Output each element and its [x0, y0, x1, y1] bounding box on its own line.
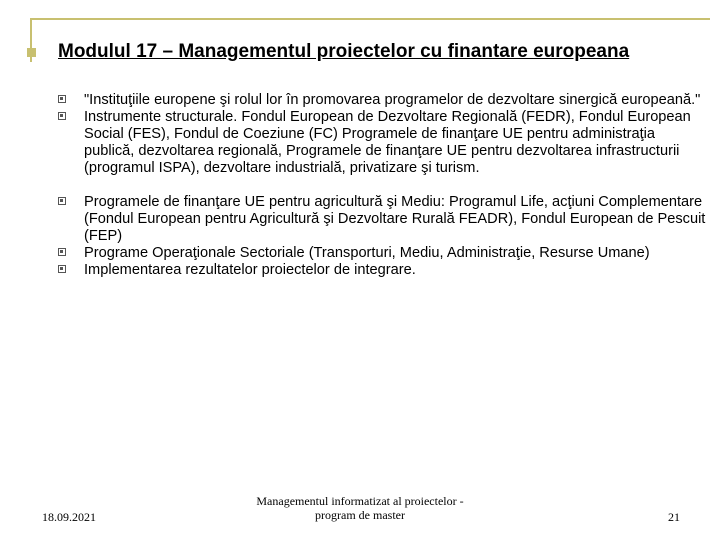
checkbox-bullet-icon	[58, 265, 66, 273]
list-item-text: "Instituţiile europene şi rolul lor în promovarea programelor de dezvoltare sinergică europeană."	[84, 92, 701, 108]
list-spacer	[58, 177, 708, 194]
page-number: 21	[668, 510, 680, 524]
checkbox-bullet-icon	[58, 112, 66, 120]
list-item	[58, 92, 708, 109]
frame-top-line	[30, 18, 710, 20]
slide-title: Modulul 17 – Managementul proiectelor cu finantare europeana	[58, 41, 630, 62]
footer-center-line-2: program de master	[315, 508, 405, 522]
footer-date: 18.09.2021	[42, 510, 96, 524]
list-item-text: Programe Operaţionale Sectoriale (Transporturi, Mediu, Administraţie, Resurse Umane)	[84, 245, 650, 261]
bullet-list	[58, 92, 708, 279]
checkbox-bullet-icon	[58, 197, 66, 205]
list-item	[58, 194, 708, 245]
list-item-text: Instrumente structurale. Fondul European de Dezvoltare Regională (FEDR), Fondul European Social (FES), Fondul de Coeziune (FC) Programele de finanţare UE pentru administraţia publică, dezvoltarea regională, Programele de finanţare UE pentru dezvoltarea infrastructurii (programul ISPA), dezvoltare industrială, privatizare şi turism.	[84, 109, 691, 176]
list-item	[58, 262, 708, 279]
checkbox-bullet-icon	[58, 95, 66, 103]
checkbox-bullet-icon	[58, 248, 66, 256]
list-item	[58, 109, 708, 177]
list-item-text: Implementarea rezultatelor proiectelor de integrare.	[84, 262, 416, 278]
footer-center-line-1: Managementul informatizat al proiectelor -	[256, 494, 464, 508]
list-item	[58, 245, 708, 262]
footer-center-text	[245, 494, 475, 522]
title-square-bullet-icon	[27, 48, 36, 57]
list-item-text: Programele de finanţare UE pentru agricultură şi Mediu: Programul Life, acţiuni Complementare (Fondul European pentru Agricultură şi Dezvoltare Rurală FEADR), Fondul European de Pescuit (FEP)	[84, 194, 706, 244]
